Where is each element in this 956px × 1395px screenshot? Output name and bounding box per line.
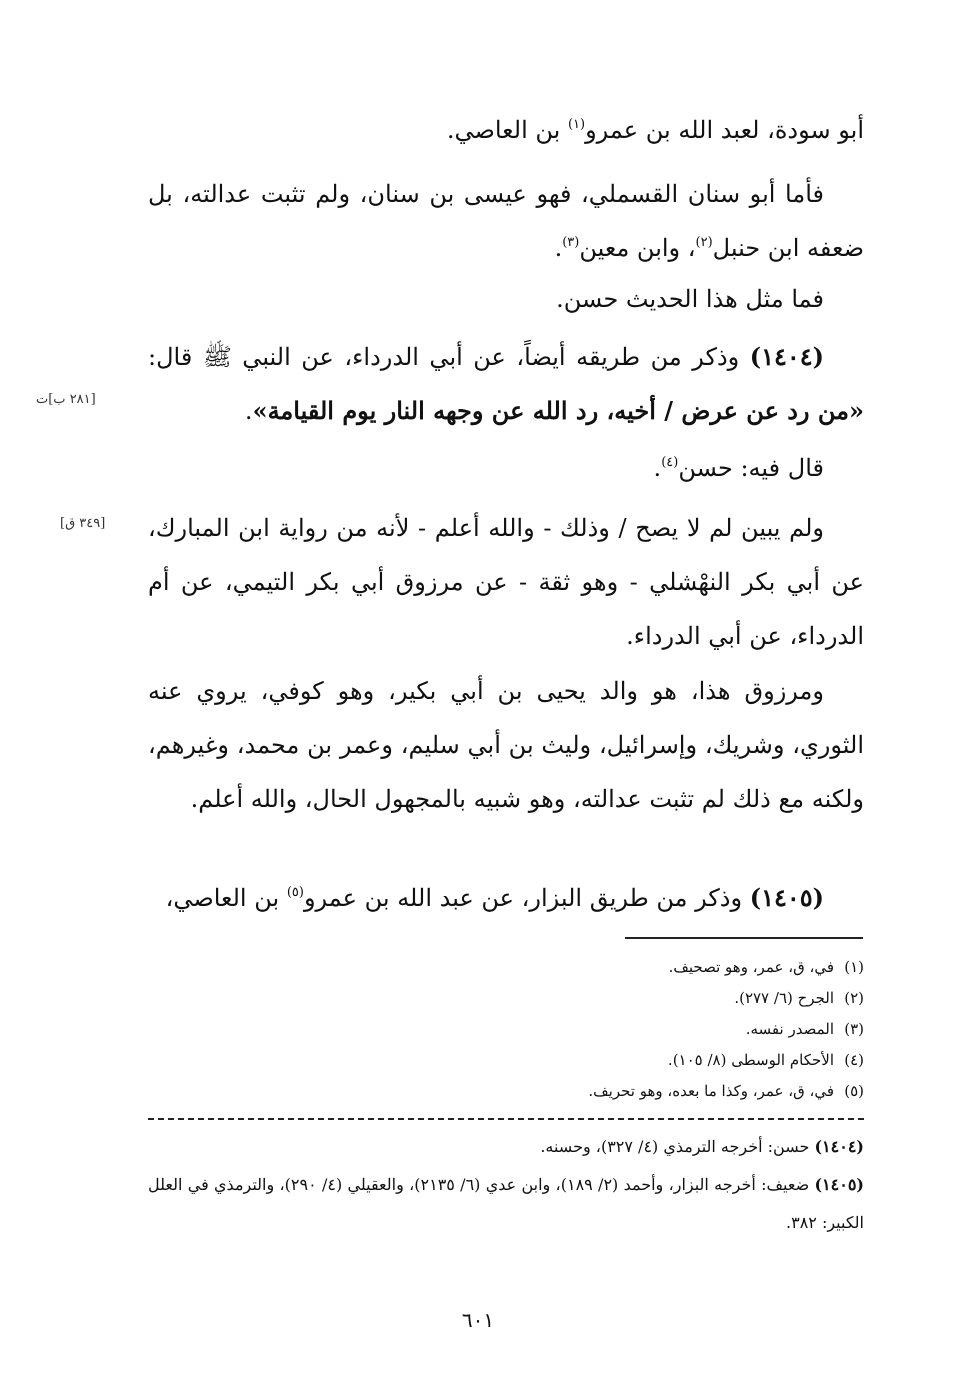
paragraph-2 [148, 167, 864, 275]
footnote-ref-2[interactable]: (٢) [695, 235, 713, 250]
margin-note-manuscript-t: [٢٨١ ب]ت [36, 392, 96, 407]
p4-text: وذكر من طريقه أيضاً، عن أبي الدرداء، عن النبي ﷺ قال: [148, 343, 750, 371]
p8-end: بن العاصي، [165, 884, 287, 912]
p5-text: قال فيه: حسن [678, 454, 824, 482]
hadith-number-1404: (١٤٠٤) [749, 342, 824, 371]
p2-text-c: . [554, 234, 563, 262]
takhrij-1405 [148, 1166, 864, 1242]
page-number: ٦٠١ [461, 1308, 495, 1332]
footnote-ref-3[interactable]: (٣) [562, 235, 580, 250]
footnote-2 [144, 983, 864, 1014]
paragraph-5 [148, 441, 864, 495]
footnote-3 [144, 1014, 864, 1045]
takhrij-number: (١٤٠٤) [814, 1137, 864, 1156]
p4-end: . [244, 397, 253, 425]
footnote-number: (٥) [844, 1082, 864, 1100]
paragraph-6 [148, 501, 864, 663]
p2-text-a: فأما أبو سنان القسملي، فهو عيسى بن سنان، ولم تثبت عدالته، بل ضعفه ابن حنبل [148, 180, 864, 262]
paragraph-1 [148, 103, 864, 157]
hadith-quote: «من رد عن عرض / أخيه، رد الله عن وجهه النار يوم القيامة» [252, 396, 864, 425]
footnote-divider [625, 937, 863, 939]
p7-text: ومرزوق هذا، هو والد يحيى بن أبي بكير، وهو كوفي، يروي عنه الثوري، وشريك، وإسرائيل، وليث بن أبي سليم، وعمر بن محمد، وغيرهم، ولكنه مع ذلك لم تثبت عدالته، وهو شبيه بالمجهول الحال، والله أعلم. [148, 677, 864, 813]
footnote-number: (١) [844, 958, 864, 976]
takhrij-text: حسن: أخرجه الترمذي (٤/ ٣٢٧)، وحسنه. [540, 1137, 815, 1156]
footnote-ref-1[interactable]: (١) [567, 117, 586, 132]
paragraph-8 [148, 871, 864, 925]
hadith-number-1405: (١٤٠٥) [749, 883, 824, 912]
footnote-text: في، ق، عمر، وهو تصحيف. [668, 958, 834, 976]
takhrij-1404 [148, 1128, 864, 1166]
paragraph-7 [148, 664, 864, 826]
footnote-text: الأحكام الوسطى (٨/ ١٠٥). [667, 1051, 834, 1069]
footnote-text: الجرح (٦/ ٢٧٧). [734, 989, 834, 1007]
footnote-text: في، ق، عمر، وكذا ما بعده، وهو تحريف. [588, 1082, 834, 1100]
paragraph-3 [148, 272, 864, 326]
footnote-number: (٣) [844, 1020, 864, 1038]
takhrij-divider [148, 1118, 864, 1120]
p5-end: . [653, 454, 662, 482]
takhrij-text: ضعيف: أخرجه البزار، وأحمد (٢/ ١٨٩)، وابن عدي (٦/ ٢١٣٥)، والعقيلي (٤/ ٢٩٠)، والترمذي في العلل الكبير: ٣٨٢. [148, 1175, 864, 1232]
footnote-text: المصدر نفسه. [745, 1020, 834, 1038]
p8-text: وذكر من طريق البزار، عن عبد الله بن عمرو [303, 884, 750, 912]
p1-text-before: أبو سودة، لعبد الله بن عمرو [585, 116, 864, 144]
footnote-ref-4[interactable]: (٤) [661, 455, 679, 470]
p1-text-after: بن العاصي. [446, 116, 568, 144]
footnote-number: (٤) [844, 1051, 864, 1069]
p2-text-b: ، وابن معين [579, 234, 696, 262]
takhrij-number: (١٤٠٥) [814, 1175, 864, 1194]
footnote-4 [144, 1045, 864, 1076]
p3-text: فما مثل هذا الحديث حسن. [556, 285, 824, 313]
footnote-number: (٢) [844, 989, 864, 1007]
paragraph-4 [148, 330, 864, 438]
footnote-1 [144, 952, 864, 983]
p6-text: ولم يبين لم لا يصح / وذلك - والله أعلم - لأنه من رواية ابن المبارك، عن أبي بكر النهْشلي - وهو ثقة - عن مرزوق أبي بكر التيمي، عن أم الدرداء، عن أبي الدرداء. [148, 514, 864, 650]
footnote-ref-5[interactable]: (٥) [286, 885, 304, 900]
footnote-5 [144, 1076, 864, 1107]
margin-note-manuscript-q: [٣٤٩ ق] [60, 516, 106, 531]
